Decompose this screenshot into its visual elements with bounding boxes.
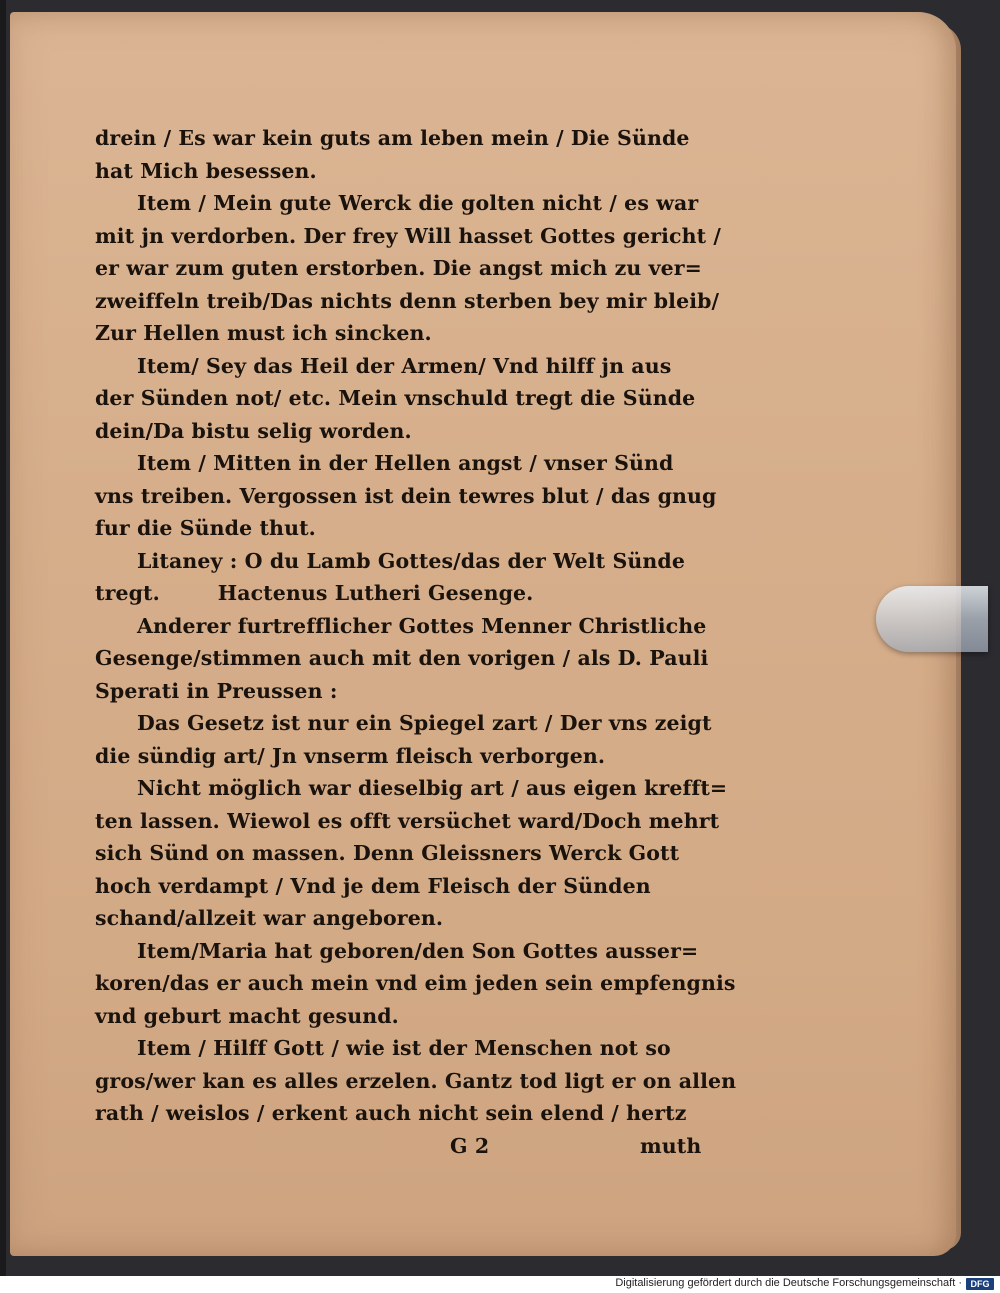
- scan-left-edge: [0, 0, 6, 1276]
- text-line: Gesenge/stimmen auch mit den vorigen / als D. Pauli: [95, 646, 709, 670]
- page-foot-line: [95, 1130, 702, 1163]
- text-line: Litaney : O du Lamb Gottes/das der Welt Sünde: [137, 548, 685, 573]
- text-line: mit jn verdorben. Der frey Will hasset Gottes gericht /: [95, 223, 721, 248]
- text-line: rath / weislos / erkent auch nicht sein elend / hertz: [95, 1101, 687, 1125]
- funding-credit: Digitalisierung gefördert durch die Deutsche Forschungsgemeinschaft ·: [615, 1277, 962, 1289]
- footer-bar: [0, 1276, 1000, 1293]
- text-line: dein/Da bistu selig worden.: [95, 418, 412, 443]
- text-line: er war zum guten erstorben. Die angst mich zu ver=: [95, 256, 702, 280]
- text-line: Das Gesetz ist nur ein Spiegel zart / Der vns zeigt: [137, 711, 712, 735]
- text-line: vns treiben. Vergossen ist dein tewres blut / das gnug: [95, 483, 717, 508]
- text-line: Item / Hilff Gott / wie ist der Menschen not so: [137, 1036, 671, 1060]
- text-line: vnd geburt macht gesund.: [95, 1003, 399, 1028]
- text-line: tregt. Hactenus Lutheri Gesenge.: [95, 581, 534, 605]
- page-clip: [876, 586, 988, 652]
- signature-mark: G 2: [450, 1133, 490, 1158]
- text-line: fur die Sünde thut.: [95, 516, 316, 540]
- dfg-logo: DFG: [966, 1278, 994, 1290]
- catchword: muth: [640, 1133, 702, 1158]
- page-text: [95, 122, 737, 1162]
- text-line: die sündig art/ Jn vnserm fleisch verborgen.: [95, 743, 606, 768]
- text-line: gros/wer kan es alles erzelen. Gantz tod ligt er on allen: [95, 1068, 737, 1093]
- text-line: Item/ Sey das Heil der Armen/ Vnd hilff jn aus: [137, 353, 672, 378]
- text-line: Zur Hellen must ich sincken.: [95, 321, 432, 345]
- text-line: Anderer furtrefflicher Gottes Menner Christliche: [137, 613, 707, 638]
- text-line: schand/allzeit war angeboren.: [95, 906, 444, 930]
- text-line: Item/Maria hat geboren/den Son Gottes ausser=: [137, 938, 699, 963]
- text-line: Sperati in Preussen :: [95, 678, 338, 703]
- text-line: zweiffeln treib/Das nichts denn sterben bey mir bleib/: [95, 288, 720, 313]
- text-line: hoch verdampt / Vnd je dem Fleisch der Sünden: [95, 873, 651, 898]
- text-line: drein / Es war kein guts am leben mein / Die Sünde: [95, 126, 690, 150]
- text-line: sich Sünd on massen. Denn Gleissners Werck Gott: [95, 841, 680, 865]
- book-page: [10, 12, 956, 1256]
- text-line: ten lassen. Wiewol es offt versüchet ward/Doch mehrt: [95, 808, 720, 833]
- text-line: hat Mich besessen.: [95, 158, 317, 183]
- text-line: koren/das er auch mein vnd eim jeden sein empfengnis: [95, 971, 736, 995]
- text-line: Item / Mitten in der Hellen angst / vnser Sünd: [137, 451, 674, 475]
- text-line: der Sünden not/ etc. Mein vnschuld tregt die Sünde: [95, 386, 696, 410]
- text-line: Item / Mein gute Werck die golten nicht / es war: [137, 191, 699, 215]
- text-line: Nicht möglich war dieselbig art / aus eigen krefft=: [137, 776, 728, 800]
